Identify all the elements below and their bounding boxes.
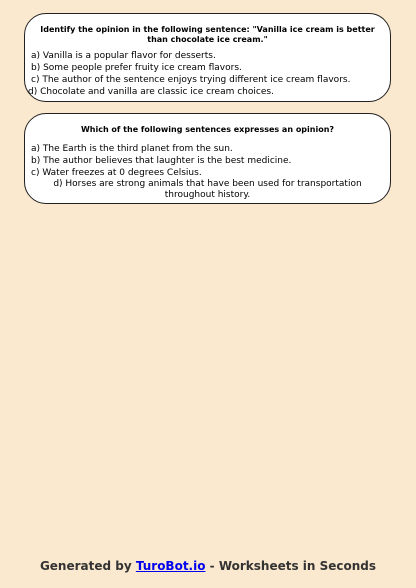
option-c: c) Water freezes at 0 degrees Celsius. [31, 167, 202, 178]
option-d: d) Horses are strong animals that have been used for transportation throughout history. [53, 178, 362, 200]
option-a: a) Vanilla is a popular flavor for desserts. [31, 51, 216, 61]
footer-suffix: - Worksheets in Seconds [205, 559, 377, 573]
options-list [25, 50, 390, 98]
footer [0, 559, 416, 573]
question-card-2 [24, 113, 391, 204]
footer-prefix: Generated by [39, 559, 136, 573]
option-b: b) The author believes that laughter is the best medicine. [31, 155, 292, 166]
brand-link[interactable]: TuroBot.io [135, 559, 206, 573]
option-a: a) The Earth is the third planet from the sun. [31, 143, 233, 154]
option-b: b) Some people prefer fruity ice cream flavors. [31, 63, 242, 73]
option-c: c) The author of the sentence enjoys trying different ice cream flavors. [31, 75, 351, 85]
question-card-1 [24, 13, 391, 102]
option-d: d) Chocolate and vanilla are classic ice cream choices. [28, 87, 274, 97]
question-text: Which of the following sentences expresses an opinion? [80, 125, 335, 134]
question-text: Identify the opinion in the following sentence: "Vanilla ice cream is better than chocolate ice cream." [40, 25, 375, 44]
options-list [25, 143, 390, 201]
